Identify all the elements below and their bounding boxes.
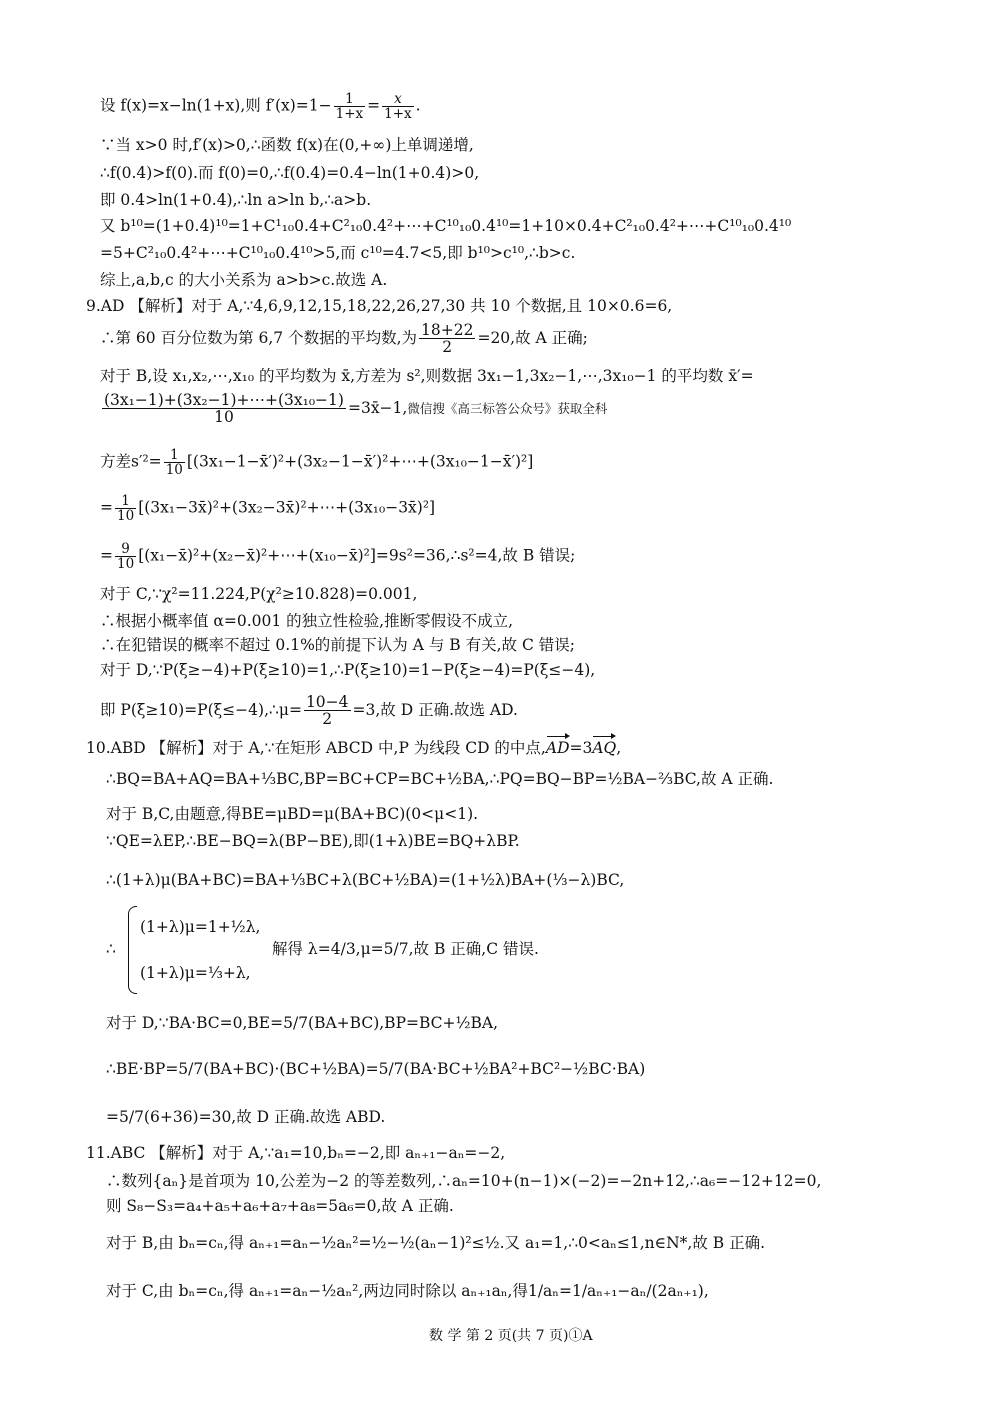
text-segment: =3,故 D 正确.故选 AD. <box>352 700 518 719</box>
fraction-numerator: 1 <box>115 494 136 509</box>
text-line-4: 即 0.4>ln(1+0.4),∴ln a>ln b,∴a>b. <box>100 191 372 209</box>
fraction <box>164 448 185 477</box>
text-line-31: 则 S₈−S₃=a₄+a₅+a₆+a₇+a₈=5a₆=0,故 A 正确. <box>106 1197 454 1215</box>
period: . <box>415 96 421 115</box>
page-footer: 数 学 第 2 页(共 7 页)①A <box>429 1328 593 1344</box>
fraction-denominator: 1+x <box>384 106 412 123</box>
text-line-16: ∴根据小概率值 α=0.001 的独立性检验,推断零假设不成立, <box>100 612 514 630</box>
text-segment: [(3x₁−3x̄)²+(3x₂−3x̄)²+⋯+(3x₁₀−3x̄)²] <box>138 498 436 517</box>
text-line-10: 对于 B,设 x₁,x₂,⋯,x₁₀ 的平均数为 x̄,方差为 s²,则数据 3x₁−1,3x₂−1,⋯,3x₁₀−1 的平均数 x̄′= <box>100 367 754 385</box>
system-equation-1: (1+λ)μ=1+½λ, <box>140 918 261 936</box>
text-segment: = <box>100 546 113 565</box>
text-segment: 方差s′²= <box>100 452 162 471</box>
text-line-27: ∴BE·BP=5/7(BA+BC)·(BC+½BA)=5/7(BA·BC+½BA²+BC²−½BC·BA) <box>106 1060 646 1078</box>
text-line-7: 综上,a,b,c 的大小关系为 a>b>c.故选 A. <box>100 271 388 289</box>
fraction-denominator: 10 <box>165 462 183 479</box>
fraction-numerator: 9 <box>115 542 136 557</box>
text-segment: [(x₁−x̄)²+(x₂−x̄)²+⋯+(x₁₀−x̄)²]=9s²=36,∴s²=4,故 B 错误; <box>138 546 576 565</box>
fraction-denominator: 10 <box>117 508 135 525</box>
fraction <box>115 542 136 571</box>
fraction-numerator: 10−4 <box>305 693 349 711</box>
watermark-text: 微信搜《高三标答公众号》获取全科 <box>407 400 608 416</box>
text-line-26: 对于 D,∵BA·BC=0,BE=5/7(BA+BC),BP=BC+½BA, <box>106 1014 499 1032</box>
fraction <box>115 494 136 523</box>
vector-AD: AD <box>546 734 570 758</box>
text-line-21: ∴BQ=BA+AQ=BA+⅓BC,BP=BC+CP=BC+½BA,∴PQ=BQ−BP=½BA−⅔BC,故 A 正确. <box>106 770 774 788</box>
text-line-32: 对于 B,由 bₙ=cₙ,得 aₙ₊₁=aₙ−½aₙ²=½−½(aₙ−1)²≤½.又 a₁=1,∴0<aₙ≤1,n∈N*,故 B 正确. <box>106 1234 765 1252</box>
fraction-denominator: 2 <box>322 710 333 729</box>
text-segment: =20,故 A 正确; <box>477 328 588 347</box>
text-segment: = <box>100 498 113 517</box>
problem-10-header <box>86 734 621 758</box>
text-segment: , <box>616 739 622 757</box>
text-line-12 <box>100 448 533 477</box>
text-segment: [(3x₁−1−x̄′)²+(3x₂−1−x̄′)²+⋯+(3x₁₀−1−x̄′)²] <box>186 452 534 471</box>
text-line-1 <box>100 92 421 121</box>
text-line-23: ∵QE=λEP,∴BE−BQ=λ(BP−BE),即(1+λ)BE=BQ+λBP. <box>106 832 520 850</box>
text-line-5: 又 b¹⁰=(1+0.4)¹⁰=1+C¹₁₀0.4+C²₁₀0.4²+⋯+C¹⁰₁₀0.4¹⁰=1+10×0.4+C²₁₀0.4²+⋯+C¹⁰₁₀0.4¹⁰ <box>100 217 792 235</box>
fraction-denominator: 10 <box>214 408 234 427</box>
fraction <box>419 322 475 356</box>
fraction-numerator: 1 <box>164 448 185 463</box>
text-line-25: 解得 λ=4/3,μ=5/7,故 B 正确,C 错误. <box>272 940 539 958</box>
text-line-30: ∴数列{aₙ}是首项为 10,公差为−2 的等差数列,∴aₙ=10+(n−1)×(−2)=−2n+12,∴a₆=−12+12=0, <box>106 1172 822 1190</box>
fraction-denominator: 10 <box>117 556 135 573</box>
fraction <box>102 392 346 426</box>
fraction-numerator: (3x₁−1)+(3x₂−1)+⋯+(3x₁₀−1) <box>104 391 344 409</box>
text-segment: 即 P(ξ≥10)=P(ξ≤−4),∴μ= <box>100 700 302 719</box>
text-line-22: 对于 B,C,由题意,得BE=μBD=μ(BA+BC)(0<μ<1). <box>106 805 479 823</box>
fraction-denominator: 2 <box>442 338 453 357</box>
text-segment: =3 <box>569 739 593 757</box>
equals-sign: = <box>367 96 381 115</box>
text-line-17: ∴在犯错误的概率不超过 0.1%的前提下认为 A 与 B 有关,故 C 错误; <box>100 636 575 654</box>
problem-11-header: 11.ABC 【解析】对于 A,∵a₁=10,bₙ=−2,即 aₙ₊₁−aₙ=−2, <box>86 1144 506 1162</box>
fraction-numerator: 1 <box>334 92 366 107</box>
text-segment: 10.ABD 【解析】对于 A,∵在矩形 ABCD 中,P 为线段 CD 的中点, <box>86 739 546 757</box>
fraction <box>334 92 366 121</box>
text-line-24: ∴(1+λ)μ(BA+BC)=BA+⅓BC+λ(BC+½BA)=(1+½λ)BA+(⅓−λ)BC, <box>106 871 625 889</box>
text-line-2: ∵当 x>0 时,f′(x)>0,∴函数 f(x)在(0,+∞)上单调递增, <box>100 136 474 154</box>
vector-AQ: AQ <box>592 734 616 758</box>
text-line-11 <box>100 392 607 426</box>
fraction-numerator: x <box>382 92 414 107</box>
system-brace <box>128 906 137 994</box>
fraction <box>304 694 351 728</box>
text-line-33: 对于 C,由 bₙ=cₙ,得 aₙ₊₁=aₙ−½aₙ²,两边同时除以 aₙ₊₁aₙ,得1/aₙ=1/aₙ₊₁−aₙ/(2aₙ₊₁), <box>106 1282 709 1300</box>
fraction-numerator: 18+22 <box>421 321 474 339</box>
system-equation-2: (1+λ)μ=⅓+λ, <box>140 964 251 982</box>
text-line-18: 对于 D,∵P(ξ≥−4)+P(ξ≥10)=1,∴P(ξ≥10)=1−P(ξ≥−4)=P(ξ≤−4), <box>100 661 596 679</box>
text-line-28: =5/7(6+36)=30,故 D 正确.故选 ABD. <box>106 1108 386 1126</box>
text-line-13 <box>100 494 435 523</box>
problem-9-header: 9.AD 【解析】对于 A,∵4,6,9,12,15,18,22,26,27,30 共 10 个数据,且 10×0.6=6, <box>86 297 673 315</box>
therefore-symbol: ∴ <box>106 940 116 958</box>
text-line-19 <box>100 694 518 728</box>
fraction-denominator: 1+x <box>335 106 364 123</box>
text-line: 设 f(x)=x−ln(1+x),则 f′(x)=1− <box>100 96 332 115</box>
text-line-3: ∴f(0.4)>f(0).而 f(0)=0,∴f(0.4)=0.4−ln(1+0.4)>0, <box>100 164 480 182</box>
text-line-14 <box>100 542 575 571</box>
text-line-9 <box>100 322 588 356</box>
text-segment: =3x̄−1, <box>347 398 408 417</box>
fraction <box>382 92 414 121</box>
text-line-15: 对于 C,∵χ²=11.224,P(χ²≥10.828)=0.001, <box>100 585 418 603</box>
text-segment: ∴第 60 百分位数为第 6,7 个数据的平均数,为 <box>100 328 418 347</box>
text-line-6: =5+C²₁₀0.4²+⋯+C¹⁰₁₀0.4¹⁰>5,而 c¹⁰=4.7<5,即 b¹⁰>c¹⁰,∴b>c. <box>100 244 576 262</box>
